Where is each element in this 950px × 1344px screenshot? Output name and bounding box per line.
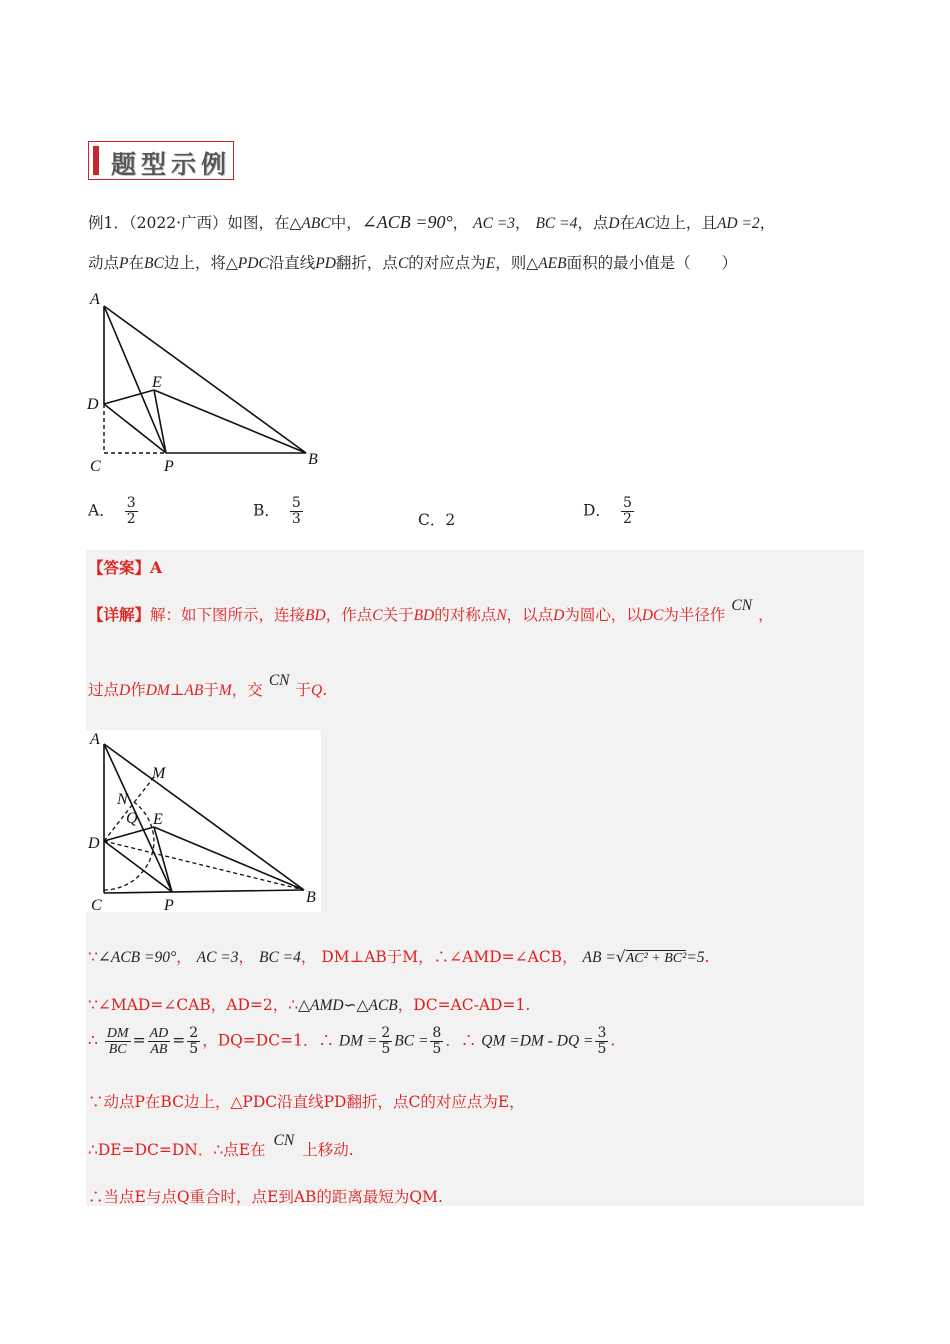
label-m: M (152, 765, 166, 782)
problem-line-2: 动点P在BC边上，将△PDC沿直线PD翻折，点C的对应点为E，则△AEB面积的最小值是（ ） (88, 254, 738, 272)
label-n: N (117, 791, 128, 808)
label-c: C (90, 458, 101, 475)
option-d[interactable]: D． $\frac{5}{2}$ (583, 495, 632, 527)
step-5: ∴DE=DC=DN．∴点E在CN上移动. (88, 1132, 354, 1159)
header-title: 题型示例 (111, 150, 232, 179)
step-1: ∵∠ACB =90°， AC =3， BC =4， DM⊥AB于M，∴∠AMD=∠ACB， AB =√AC² + BC²=5. (88, 948, 710, 966)
answer-line: 【答案】A (88, 558, 163, 577)
segment-eb (154, 390, 306, 453)
label-a: A (90, 291, 100, 308)
segment-ep (154, 390, 166, 453)
arc-cn-1: CN (731, 597, 753, 614)
detail-line-1: 【详解】解：如下图所示，连接BD，作点C关于BD的对称点N，以点D为圆心，以DC为半径作CN， (88, 597, 774, 624)
label-q: Q (126, 810, 138, 827)
option-a[interactable]: A． $\frac{3}{2}$ (88, 495, 136, 527)
segment-de (104, 390, 154, 404)
step-2: ∵∠MAD=∠CAB，AD=2，∴△AMD∽△ACB，DC=AC-AD=1. (88, 996, 531, 1014)
header-accent-bar (93, 146, 99, 175)
step-6: ∴当点E与点Q重合时，点E到AB的距离最短为QM. (88, 1188, 443, 1206)
segment-dp (104, 404, 166, 453)
label-c: C (91, 897, 102, 912)
label-d: D (87, 396, 99, 413)
problem-line-1: 例1．（2022·广西）如图，在△ABC中，∠ACB =90°， AC =3， BC =4，点D在AC边上，且AD =2， (88, 212, 776, 232)
arc-cn-3: CN (273, 1132, 295, 1149)
detail-line-2: 过点D作DM⊥AB于M，交CN于Q. (88, 672, 328, 699)
label-p: P (164, 897, 174, 912)
label-d: D (88, 835, 100, 852)
label-b: B (308, 451, 318, 468)
option-b[interactable]: B． $\frac{5}{3}$ (253, 495, 301, 527)
label-e: E (153, 811, 163, 828)
triangle-figure-1 (84, 288, 324, 476)
step-4: ∵动点P在BC边上，△PDC沿直线PD翻折，点C的对应点为E， (88, 1093, 525, 1111)
section-header (88, 141, 234, 180)
step-3: ∴ $\frac{DM}{BC}$ = $\frac{AD}{AB}$ = $\frac{2}{5}$ ，DQ=DC=1．∴ DM = $\frac{2}{5}$ BC = $\frac{8}{5}$ ．∴ QM =DM - DQ = $\frac{3}{5}$ . (88, 1025, 616, 1057)
arc-cn-2: CN (268, 672, 290, 689)
label-b: B (306, 889, 316, 906)
option-c[interactable]: C．2 (418, 511, 456, 529)
label-a: A (90, 731, 100, 748)
triangle-figure-2 (86, 730, 321, 912)
label-p: P (164, 458, 174, 475)
label-e: E (152, 374, 162, 391)
